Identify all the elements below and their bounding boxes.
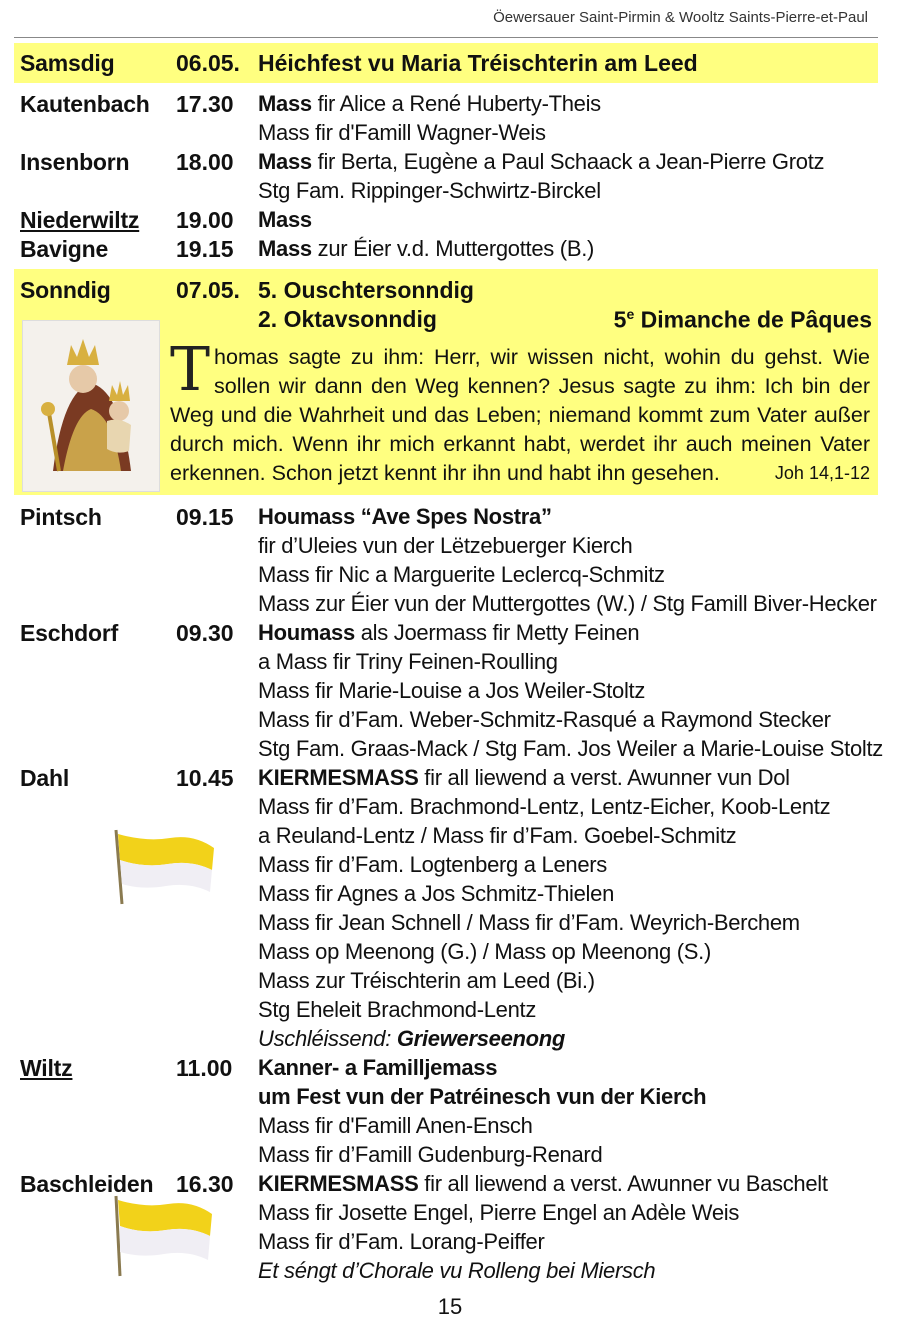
mass-time: 19.00 bbox=[176, 207, 234, 233]
schedule-line bbox=[14, 910, 878, 939]
place-name: Baschleiden bbox=[20, 1171, 154, 1197]
intention-text: a Reuland-Lentz / Mass fir d’Fam. Goebel-Schmitz bbox=[258, 823, 737, 848]
madonna-image bbox=[22, 320, 160, 492]
place-name: Insenborn bbox=[20, 149, 130, 175]
intention-text: Mass fir d’Fam. Lorang-Peiffer bbox=[258, 1229, 545, 1254]
intention-text: Mass zur Éier vun der Muttergottes (W.) / Stg Famill Biver-Hecker bbox=[258, 591, 877, 616]
intention-text: Mass bbox=[258, 207, 312, 232]
mass-time: 17.30 bbox=[176, 91, 234, 117]
page-number: 15 bbox=[437, 1294, 463, 1319]
mass-time: 19.15 bbox=[176, 236, 234, 262]
schedule-line bbox=[14, 707, 878, 736]
schedule-entry bbox=[14, 207, 878, 236]
papal-flag-icon bbox=[106, 826, 218, 911]
quote-dropcap: T bbox=[170, 335, 211, 405]
intention-text: Mass zur Tréischterin am Leed (Bi.) bbox=[258, 968, 595, 993]
mass-time: 11.00 bbox=[176, 1055, 233, 1081]
schedule-entry bbox=[14, 236, 878, 265]
intention-text: Houmass als Joermass fir Metty Feinen bbox=[258, 620, 640, 645]
schedule-line bbox=[14, 1113, 878, 1142]
date-label: 07.05. bbox=[176, 277, 240, 303]
schedule-entry bbox=[14, 149, 878, 178]
intention-text: KIERMESMASS fir all liewend a verst. Awunner vun Dol bbox=[258, 765, 790, 790]
intention-text: Mass fir Agnes a Jos Schmitz-Thielen bbox=[258, 881, 615, 906]
intention-text: Mass fir Jean Schnell / Mass fir d’Fam. Weyrich-Berchem bbox=[258, 910, 800, 935]
feast-title: 5. Ouschtersonndig bbox=[258, 277, 474, 303]
intention-text: a Mass fir Triny Feinen-Roulling bbox=[258, 649, 558, 674]
place-name: Eschdorf bbox=[20, 620, 119, 646]
intention-text: um Fest vun der Patréinesch vun der Kierch bbox=[258, 1084, 707, 1109]
page-header: Öewersauer Saint-Pirmin & Wooltz Saints-Pierre-et-Paul bbox=[493, 9, 868, 26]
intention-text: Mass fir Josette Engel, Pierre Engel an Adèle Weis bbox=[258, 1200, 740, 1225]
schedule-entry bbox=[14, 765, 878, 794]
schedule-line bbox=[14, 178, 878, 207]
intention-text: Mass fir Berta, Eugène a Paul Schaack a Jean-Pierre Grotz bbox=[258, 149, 825, 174]
place-name: Pintsch bbox=[20, 504, 102, 530]
feast-title: Héichfest vu Maria Tréischterin am Leed bbox=[258, 50, 698, 76]
mass-time: 10.45 bbox=[176, 765, 234, 791]
mass-time: 09.30 bbox=[176, 620, 234, 646]
saturday-heading bbox=[14, 50, 878, 79]
schedule-line bbox=[14, 562, 878, 591]
french-title: 5e Dimanche de Pâques bbox=[613, 306, 872, 333]
intention-text: Mass fir Nic a Marguerite Leclercq-Schmitz bbox=[258, 562, 665, 587]
intention-text: fir d’Uleies vun der Lëtzebuerger Kierch bbox=[258, 533, 633, 558]
schedule-line bbox=[14, 1142, 878, 1171]
place-name: Dahl bbox=[20, 765, 70, 791]
papal-flag-icon bbox=[104, 1192, 216, 1283]
intention-text: Mass fir Marie-Louise a Jos Weiler-Stoltz bbox=[258, 678, 646, 703]
intention-text: Houmass “Ave Spes Nostra” bbox=[258, 504, 552, 529]
intention-text: Mass fir d’Famill Gudenburg-Renard bbox=[258, 1142, 603, 1167]
place-name: Niederwiltz bbox=[20, 207, 140, 233]
schedule-line bbox=[14, 1084, 878, 1113]
schedule-entry bbox=[14, 504, 878, 533]
intention-text: Mass fir d'Famill Anen-Ensch bbox=[258, 1113, 533, 1138]
gospel-quote bbox=[170, 335, 870, 488]
schedule-entry bbox=[14, 620, 878, 649]
intention-text: Mass zur Éier v.d. Muttergottes (B.) bbox=[258, 236, 595, 261]
intention-text: Mass op Meenong (G.) / Mass op Meenong (S.) bbox=[258, 939, 711, 964]
place-name: Kautenbach bbox=[20, 91, 150, 117]
schedule-line bbox=[14, 533, 878, 562]
intention-text: Mass fir d'Famill Wagner-Weis bbox=[258, 120, 546, 145]
schedule-entry bbox=[14, 1055, 878, 1084]
feast-subtitle: 2. Oktavsonndig bbox=[258, 306, 437, 332]
intention-text: Stg Eheleit Brachmond-Lentz bbox=[258, 997, 537, 1022]
schedule-line bbox=[14, 997, 878, 1026]
schedule-line bbox=[14, 120, 878, 149]
intention-text: Mass fir d’Fam. Brachmond-Lentz, Lentz-Eicher, Koob-Lentz bbox=[258, 794, 831, 819]
intention-text: Mass fir d’Fam. Weber-Schmitz-Rasqué a Raymond Stecker bbox=[258, 707, 831, 732]
schedule-line bbox=[14, 794, 878, 823]
intention-text: Stg Fam. Rippinger-Schwirtz-Birckel bbox=[258, 178, 601, 203]
schedule-line bbox=[14, 968, 878, 997]
schedule-entry bbox=[14, 91, 878, 120]
schedule-line bbox=[14, 591, 878, 620]
intention-text: KIERMESMASS fir all liewend a verst. Awunner vu Baschelt bbox=[258, 1171, 828, 1196]
day-label: Samsdig bbox=[20, 50, 115, 76]
header-rule bbox=[14, 37, 878, 38]
intention-text: Mass fir Alice a René Huberty-Theis bbox=[258, 91, 601, 116]
quote-text: homas sagte zu ihm: Herr, wir wissen nicht, wohin du gehst. Wie sollen wir dann den Weg kennen? Jesus sagte zu ihm: Ich bin der Weg und die Wahrheit und das Leben; niemand kommt zum Vater außer durch mich. Wenn ihr mich erkannt habt, werdet ihr auch meinen Vater erkennen. Schon jetzt kennt ihr ihn und habt ihn gesehen. bbox=[170, 345, 870, 485]
mass-time: 18.00 bbox=[176, 149, 234, 175]
date-label: 06.05. bbox=[176, 50, 240, 76]
place-name: Wiltz bbox=[20, 1055, 73, 1081]
mass-time: 09.15 bbox=[176, 504, 234, 530]
schedule-line bbox=[14, 939, 878, 968]
intention-text: Kanner- a Familljemass bbox=[258, 1055, 498, 1080]
sunday-heading bbox=[14, 277, 878, 306]
mass-time: 16.30 bbox=[176, 1171, 234, 1197]
schedule-line bbox=[14, 736, 883, 765]
intention-text: Stg Fam. Graas-Mack / Stg Fam. Jos Weiler a Marie-Louise Stoltz bbox=[258, 736, 883, 761]
place-name: Bavigne bbox=[20, 236, 109, 262]
intention-text: Mass fir d’Fam. Logtenberg a Leners bbox=[258, 852, 608, 877]
day-label: Sonndig bbox=[20, 277, 111, 303]
closing-note: Uschléissend: Griewerseenong bbox=[258, 1026, 566, 1051]
quote-reference: Joh 14,1-12 bbox=[774, 463, 870, 483]
schedule-line bbox=[14, 649, 878, 678]
closing-note: Et séngt d’Chorale vu Rolleng bei Miersch bbox=[258, 1258, 656, 1283]
schedule-line bbox=[14, 678, 878, 707]
